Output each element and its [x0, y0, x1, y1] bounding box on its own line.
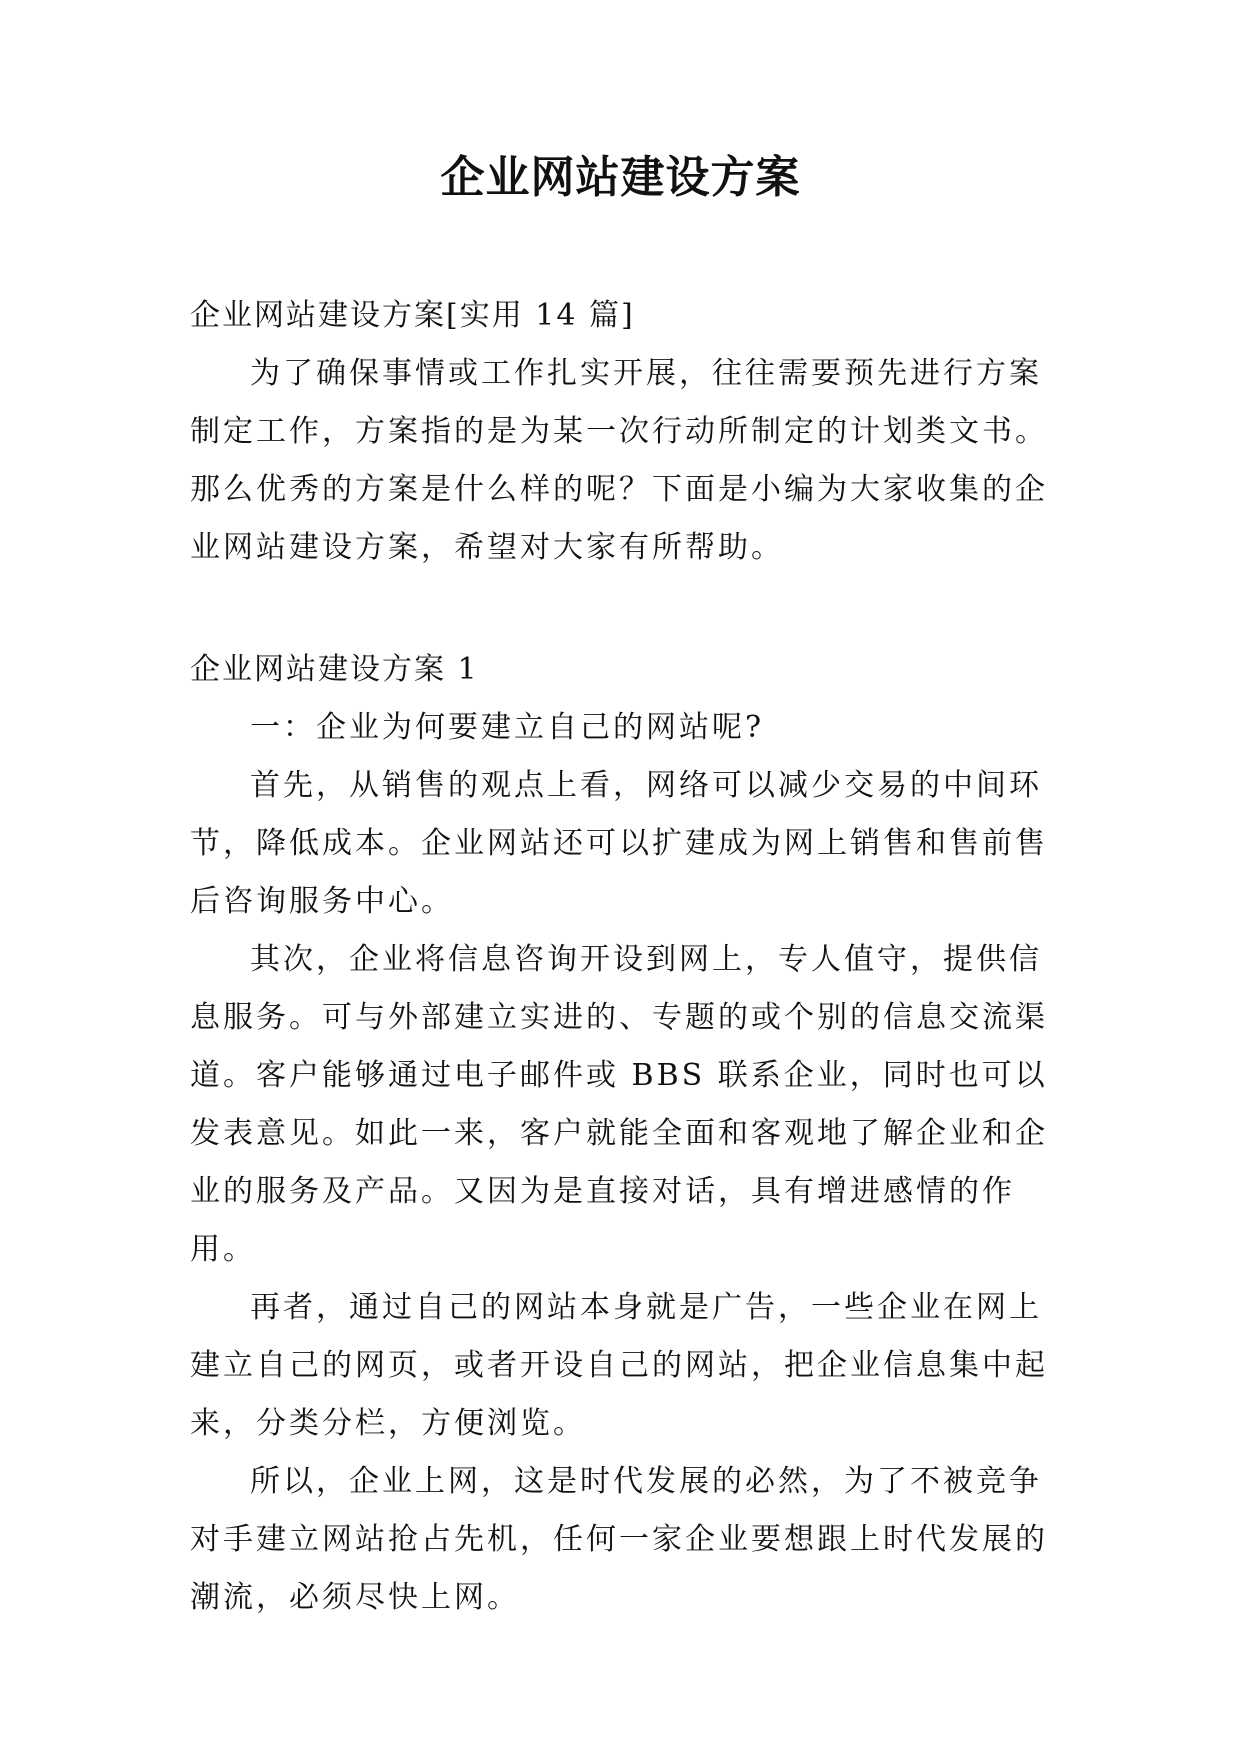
body-paragraph-third: 再者，通过自己的网站本身就是广告，一些企业在网上建立自己的网页，或者开设自己的网站，把企业信息集中起来，分类分栏，方便浏览。: [190, 1290, 1048, 1441]
question-heading: 一：企业为何要建立自己的网站呢?: [250, 710, 765, 745]
document-subtitle: 企业网站建设方案[实用 14 篇]: [190, 298, 635, 333]
document-body: [190, 287, 1070, 1627]
body-paragraph-fourth: 所以，企业上网，这是时代发展的必然，为了不被竞争对手建立网站抢占先机，任何一家企业要想跟上时代发展的潮流，必须尽快上网。: [190, 1464, 1048, 1615]
section-gap: [190, 577, 1070, 641]
page-title: 企业网站建设方案: [440, 152, 801, 203]
section-heading: 企业网站建设方案 1: [190, 652, 479, 687]
intro-paragraph: 为了确保事情或工作扎实开展，往往需要预先进行方案制定工作，方案指的是为某一次行动所制定的计划类文书。那么优秀的方案是什么样的呢？下面是小编为大家收集的企业网站建设方案，希望对大家有所帮助。: [190, 356, 1048, 565]
body-paragraph-second: 其次，企业将信息咨询开设到网上，专人值守，提供信息服务。可与外部建立实进的、专题的或个别的信息交流渠道。客户能够通过电子邮件或 BBS 联系企业，同时也可以发表意见。如此一来，客户就能全面和客观地了解企业和企业的服务及产品。又因为是直接对话，具有增进感情的作用。: [190, 942, 1048, 1267]
body-paragraph-first: 首先，从销售的观点上看，网络可以减少交易的中间环节，降低成本。企业网站还可以扩建成为网上销售和售前售后咨询服务中心。: [190, 768, 1048, 919]
